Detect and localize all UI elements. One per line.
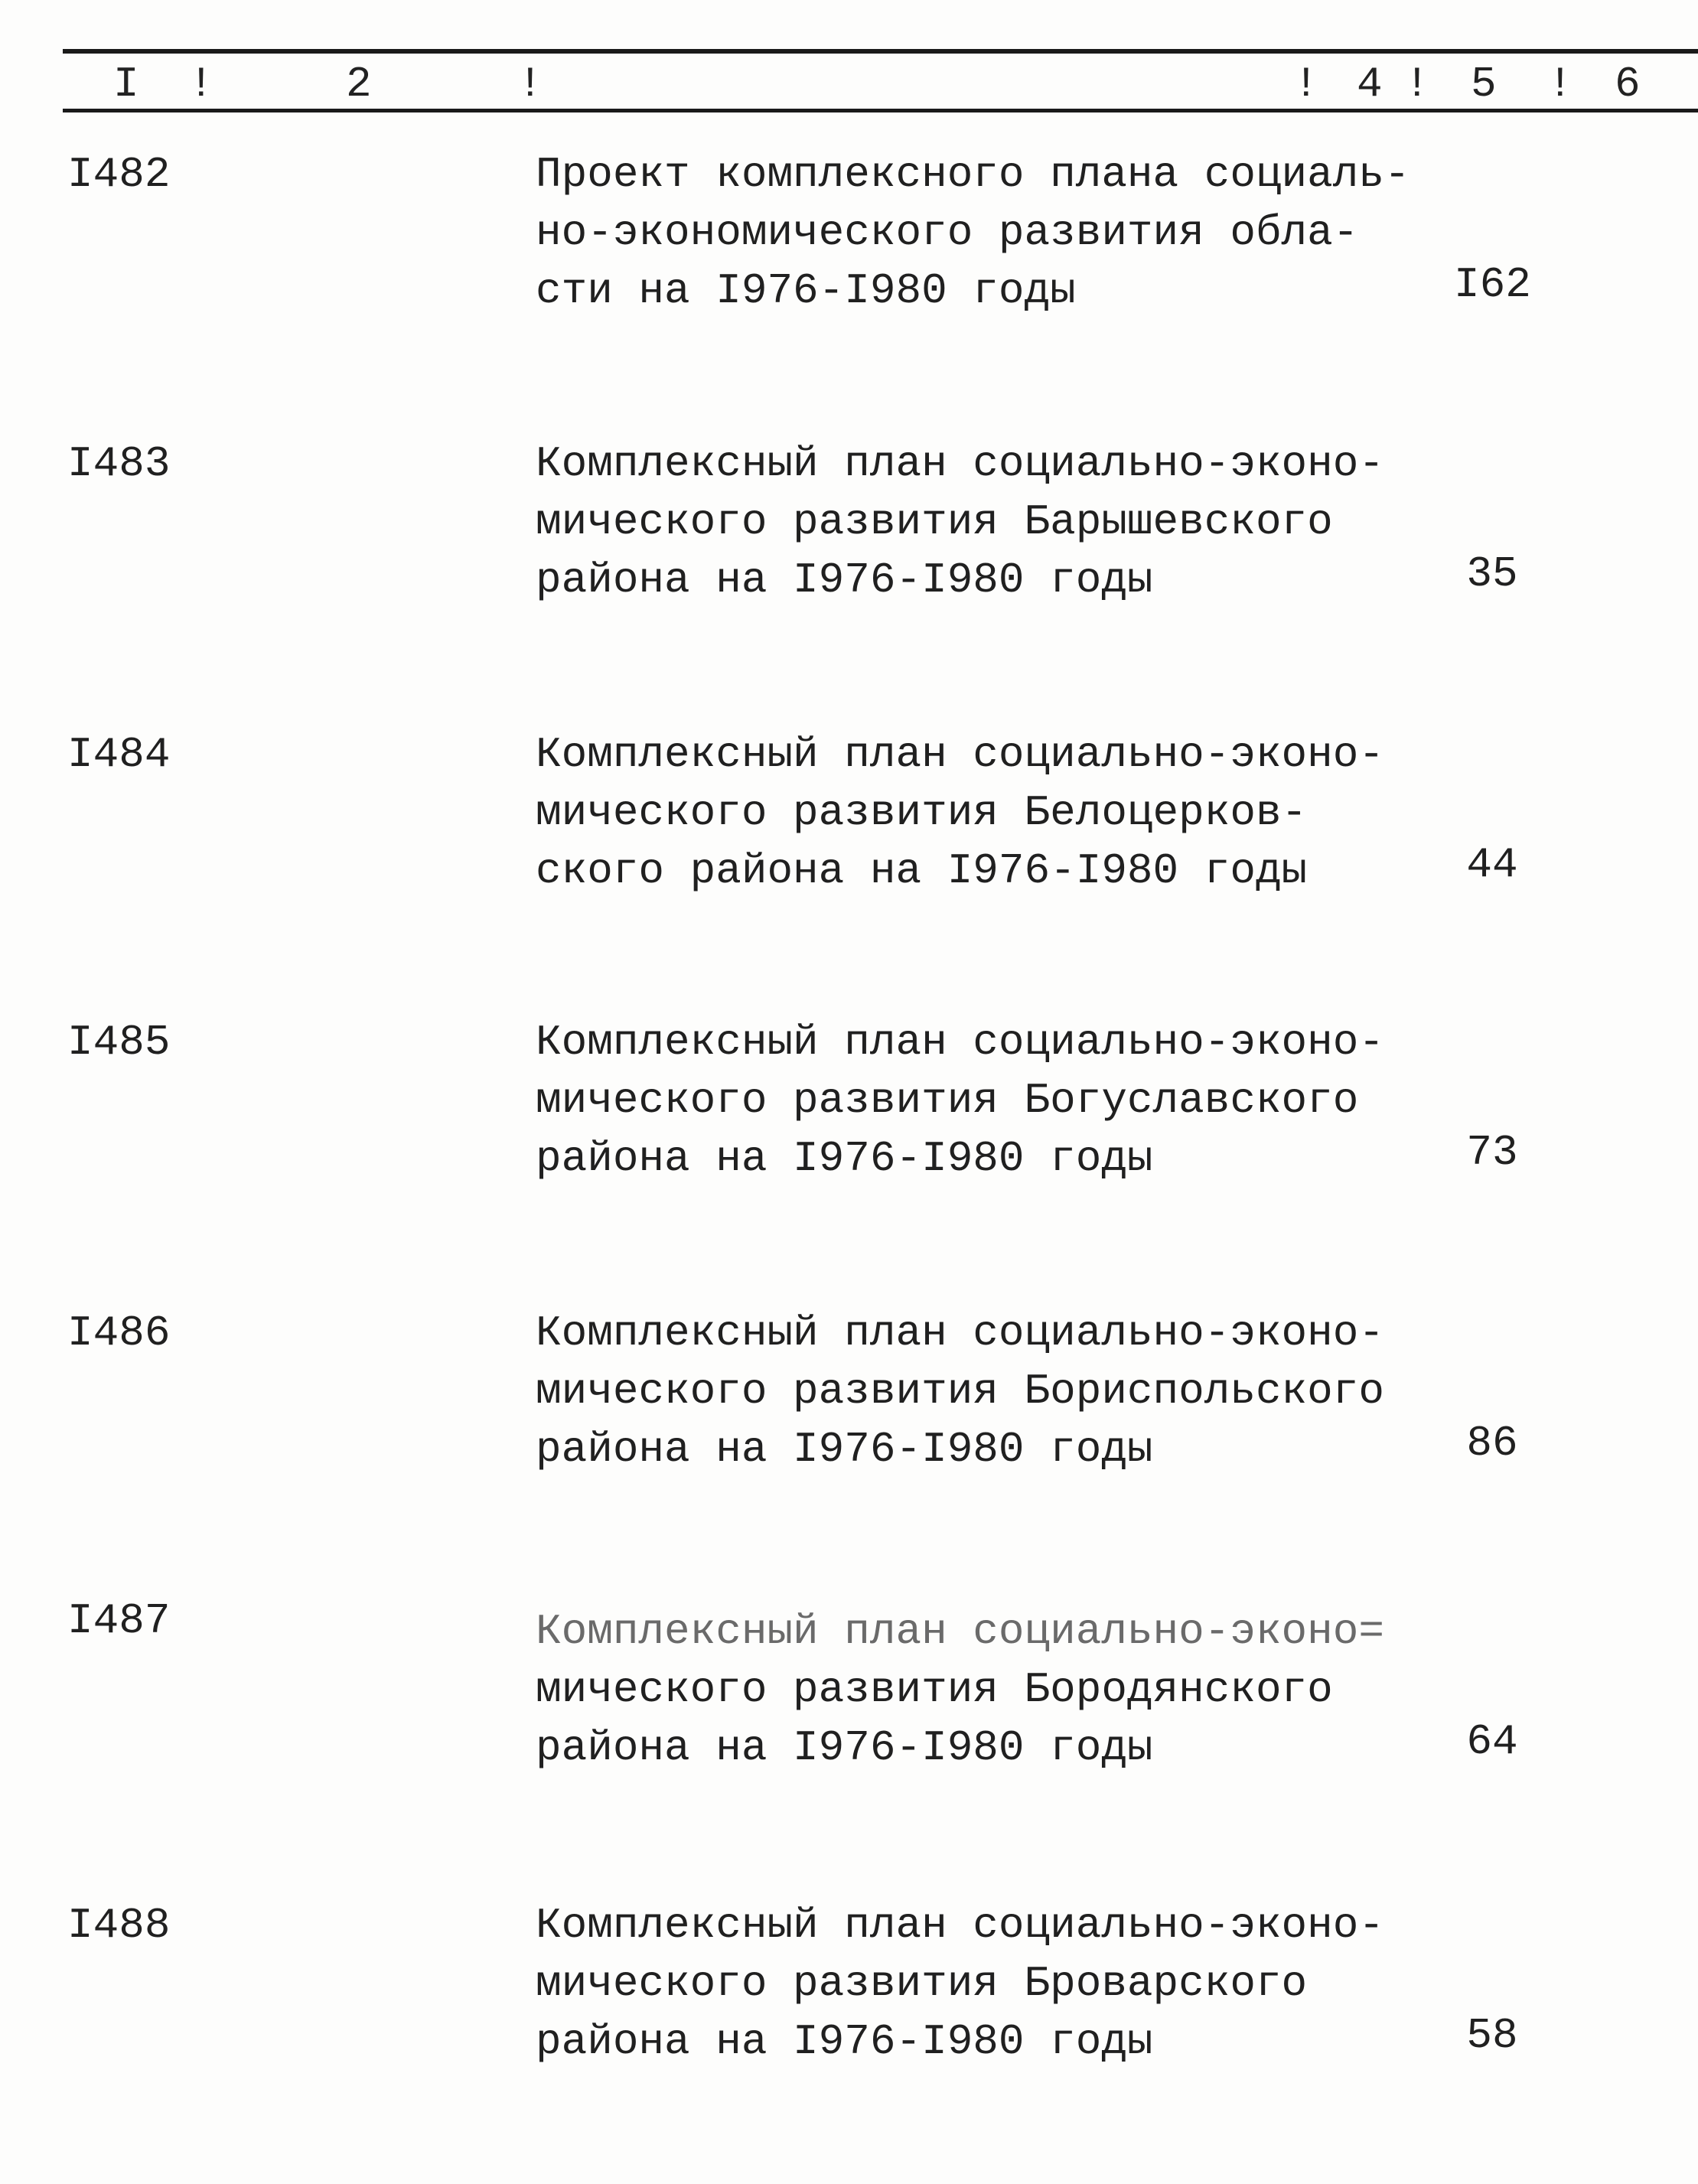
entry-number: I482 (67, 150, 171, 199)
entry-title-line: района на I976-I980 годы (536, 1425, 1153, 1474)
header-col-5: 5 (1471, 60, 1497, 109)
entry-title (536, 1304, 1384, 1478)
entry-title-line: но-экономического развития обла- (536, 208, 1359, 257)
entry-pages: 86 (1466, 1419, 1518, 1468)
entry-title (536, 1896, 1384, 2071)
header-separator: ! (1547, 60, 1573, 109)
entry-number: I486 (67, 1309, 171, 1358)
entry-number: I485 (67, 1018, 171, 1067)
entry-title-line: Комплексный план социально-эконо- (536, 439, 1384, 488)
entry-title (536, 725, 1384, 900)
entry-title-line: Комплексный план социально-эконо- (536, 1901, 1384, 1950)
header-col-1: I (113, 60, 139, 109)
entry-pages: 58 (1466, 2011, 1518, 2060)
entry-title-line: мического развития Белоцерков- (536, 788, 1308, 837)
entry-title-line: района на I976-I980 годы (536, 2017, 1153, 2066)
entry-title-line: района на I976-I980 годы (536, 1723, 1153, 1772)
entry-title-line: ского района на I976-I980 годы (536, 846, 1308, 895)
entry-pages: 64 (1466, 1717, 1518, 1766)
entry-title (536, 1013, 1384, 1188)
header-col-2: 2 (346, 60, 372, 109)
entry-title (536, 435, 1384, 609)
entry-number: I483 (67, 439, 171, 488)
header-col-4: 4 (1357, 60, 1383, 109)
header-separator: ! (188, 60, 214, 109)
entry-title-line: мического развития Броварского (536, 1959, 1308, 2008)
header-separator: ! (1404, 60, 1430, 109)
entry-title-line: Комплексный план социально-эконо= (536, 1607, 1384, 1656)
entry-title-line: района на I976-I980 годы (536, 1134, 1153, 1183)
header-bottom-rule (63, 109, 1698, 112)
entry-title-line: мического развития Барышевского (536, 497, 1333, 546)
entry-title-line: Проект комплексного плана социаль- (536, 150, 1410, 199)
entry-title-line: мического развития Богуславского (536, 1076, 1359, 1125)
entry-title-line: сти на I976-I980 годы (536, 266, 1076, 315)
entry-title-line: мического развития Бориспольского (536, 1367, 1384, 1416)
entry-pages: 35 (1466, 549, 1518, 598)
entry-title-line: мического развития Бородянского (536, 1665, 1333, 1714)
entry-number: I488 (67, 1901, 171, 1950)
entry-title-line: района на I976-I980 годы (536, 556, 1153, 605)
header-separator: ! (1293, 60, 1319, 109)
entry-title (536, 145, 1410, 320)
entry-pages: I62 (1454, 260, 1531, 309)
entry-pages: 73 (1466, 1128, 1518, 1177)
entry-title-line: Комплексный план социально-эконо- (536, 1018, 1384, 1067)
header-col-6: 6 (1615, 60, 1641, 109)
header-separator: ! (517, 60, 543, 109)
entry-pages: 44 (1466, 840, 1518, 889)
header-top-rule (63, 49, 1698, 54)
entry-number: I487 (67, 1596, 171, 1645)
entry-title-line: Комплексный план социально-эконо- (536, 730, 1384, 779)
entry-title (536, 1602, 1384, 1777)
entry-number: I484 (67, 730, 171, 779)
entry-title-line: Комплексный план социально-эконо- (536, 1309, 1384, 1358)
